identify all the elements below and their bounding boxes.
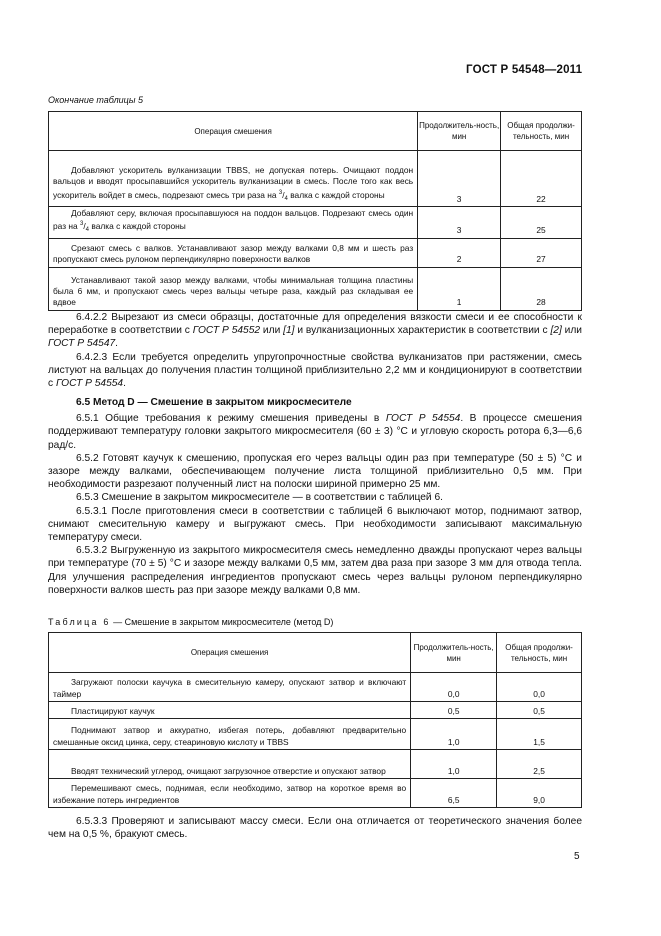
table-row (49, 719, 582, 750)
paragraph-6-5-3-1: 6.5.3.1 После приготовления смеси в соответствии с таблицей 6 выключают мотор, поднимают затвор, снимают смесительную камеру и выгружают смесь. При необходимости записывают максимальную температуру смеси. (48, 505, 582, 544)
page-number: 5 (574, 851, 580, 862)
table5-header-total: Общая продолжи-тельность, мин (501, 112, 582, 151)
paragraph-6-5-2: 6.5.2 Готовят каучук к смешению, пропуская его через вальцы один раз при температуре (50 ± 5) °С и зазоре между валками, обеспечивающем получение листа толщиной приблизительно 0,5 мм. При необходимости разрезают полученный лист на полоски шириной примерно 25 мм. (48, 452, 582, 491)
total-cell: 28 (501, 267, 582, 310)
paragraph-6-4-2-3: 6.4.2.3 Если требуется определить упругопрочностные свойства вулканизатов при растяжении, смесь листуют на вальцах до получения пластин толщиной приблизительно 2,2 мм и кондиционируют в соответствии с ГОСТ Р 54554. (48, 351, 582, 390)
body-text-6-4 (48, 311, 582, 390)
reference-link: ГОСТ Р 54554 (385, 413, 461, 425)
table5-caption: Окончание таблицы 5 (48, 95, 143, 105)
document-id: ГОСТ Р 54548—2011 (466, 64, 583, 76)
table-5 (48, 111, 582, 311)
table6-header-duration: Продолжитель-ность, мин (411, 633, 497, 673)
body-text-6-5 (48, 396, 582, 597)
table-row (49, 267, 582, 310)
reference-link: ГОСТ Р 54554 (55, 378, 124, 390)
operation-cell: Срезают смесь с валков. Устанавливают зазор между валками 0,8 мм и шесть раз пропускают смесь рулоном перпендикулярно поверхности валков (49, 238, 418, 267)
paragraph-6-4-2-2: 6.4.2.2 Вырезают из смеси образцы, достаточные для определения вязкости смеси и ее способности к переработке в соответствии с ГОСТ Р 54552 или [1] и вулканизационных характеристик в соответствии с [2] или ГОСТ Р 54547. (48, 312, 582, 350)
table6-header-operation: Операция смешения (49, 633, 411, 673)
table-row (49, 779, 582, 808)
section-heading-6-5: 6.5 Метод D — Смешение в закрытом микросмесителе (76, 397, 352, 408)
table5-header-operation: Операция смешения (49, 112, 418, 151)
total-cell: 25 (501, 207, 582, 239)
total-cell: 2,5 (497, 750, 582, 779)
paragraph-6-5-3: 6.5.3 Смешение в закрытом микросмесителе — в соответствии с таблицей 6. (76, 492, 443, 504)
paragraph-6-5-3-3: 6.5.3.3 Проверяют и записывают массу смеси. Если она отличается от теоретического значения более чем на 0,5 %, бракуют смесь. (48, 816, 582, 841)
table6-header-total: Общая продолжи-тельность, мин (497, 633, 582, 673)
duration-cell: 0,0 (411, 673, 497, 702)
operation-cell: Поднимают затвор и аккуратно, избегая потерь, добавляют предварительно смешанные оксид цинка, серу, стеариновую кислоту и TBBS (49, 719, 411, 750)
table-6 (48, 632, 582, 808)
operation-cell: Загружают полоски каучука в смесительную камеру, опускают затвор и включают таймер (49, 673, 411, 702)
duration-cell: 3 (418, 151, 501, 207)
duration-cell: 1,0 (411, 719, 497, 750)
duration-cell: 1,0 (411, 750, 497, 779)
duration-cell: 6,5 (411, 779, 497, 808)
total-cell: 0,5 (497, 702, 582, 719)
paragraph-6-5-3-2: 6.5.3.2 Выгруженную из закрытого микросмесителя смесь немедленно дважды пропускают через вальцы при температуре (70 ± 5) °С и зазоре между валками 0,5 мм, затем два раза при зазоре 3 мм для отвода тепла. Для улучшения распределения ингредиентов пропускают смесь через вальцы рулоном перпендикулярно поверхности валков шесть раз при зазоре между валками 0,8 мм. (48, 545, 582, 596)
duration-cell: 2 (418, 238, 501, 267)
operation-cell: Устанавливают такой зазор между валками, чтобы минимальная толщина пластины была 6 мм, и пропускают смесь через вальцы четыре раза, каждый раз складывая ее вдвое (49, 267, 418, 310)
table5-header-duration: Продолжитель-ность, мин (418, 112, 501, 151)
operation-cell: Вводят технический углерод, очищают загрузочное отверстие и опускают затвор (49, 750, 411, 779)
table-row (49, 207, 582, 239)
operation-cell: Пластицируют каучук (49, 702, 411, 719)
duration-cell: 1 (418, 267, 501, 310)
duration-cell: 3 (418, 207, 501, 239)
reference-link: ГОСТ Р 54547 (48, 338, 116, 350)
table6-caption: Таблица 6 — Смешение в закрытом микросмесителе (метод D) (48, 617, 334, 627)
reference-link: ГОСТ Р 54552 (192, 325, 261, 337)
table-row (49, 151, 582, 207)
operation-cell: Добавляют серу, включая просыпавшуюся на поддон вальцов. Подрезают смесь один раз на $^3/_4$ валка с каждой стороны (49, 207, 418, 239)
total-cell: 27 (501, 238, 582, 267)
body-text-6-5-3-3 (48, 815, 582, 841)
total-cell: 0,0 (497, 673, 582, 702)
table-row (49, 238, 582, 267)
table-row (49, 702, 582, 719)
paragraph-6-5-1: 6.5.1 Общие требования к режиму смешения приведены в ГОСТ Р 54554. В процессе смешения поддерживают температуру головки закрытого микросмесителя (60 ± 3) °С и угловую скорость ротора 6,3—6,6 рад/с. (48, 413, 583, 451)
operation-cell: Добавляют ускоритель вулканизации TBBS, не допуская потерь. Очищают поддон вальцов и вводят просыпавшийся ускоритель вулканизации в смесь. После того как весь ускоритель войдет в смесь, подрезают смесь три раза на $^3/_4$ валка с каждой стороны (49, 151, 418, 207)
table-row (49, 673, 582, 702)
table-row (49, 750, 582, 779)
duration-cell: 0,5 (411, 702, 497, 719)
total-cell: 22 (501, 151, 582, 207)
total-cell: 1,5 (497, 719, 582, 750)
operation-cell: Перемешивают смесь, поднимая, если необходимо, затвор на короткое время во избежание потерь ингредиентов (49, 779, 411, 808)
total-cell: 9,0 (497, 779, 582, 808)
